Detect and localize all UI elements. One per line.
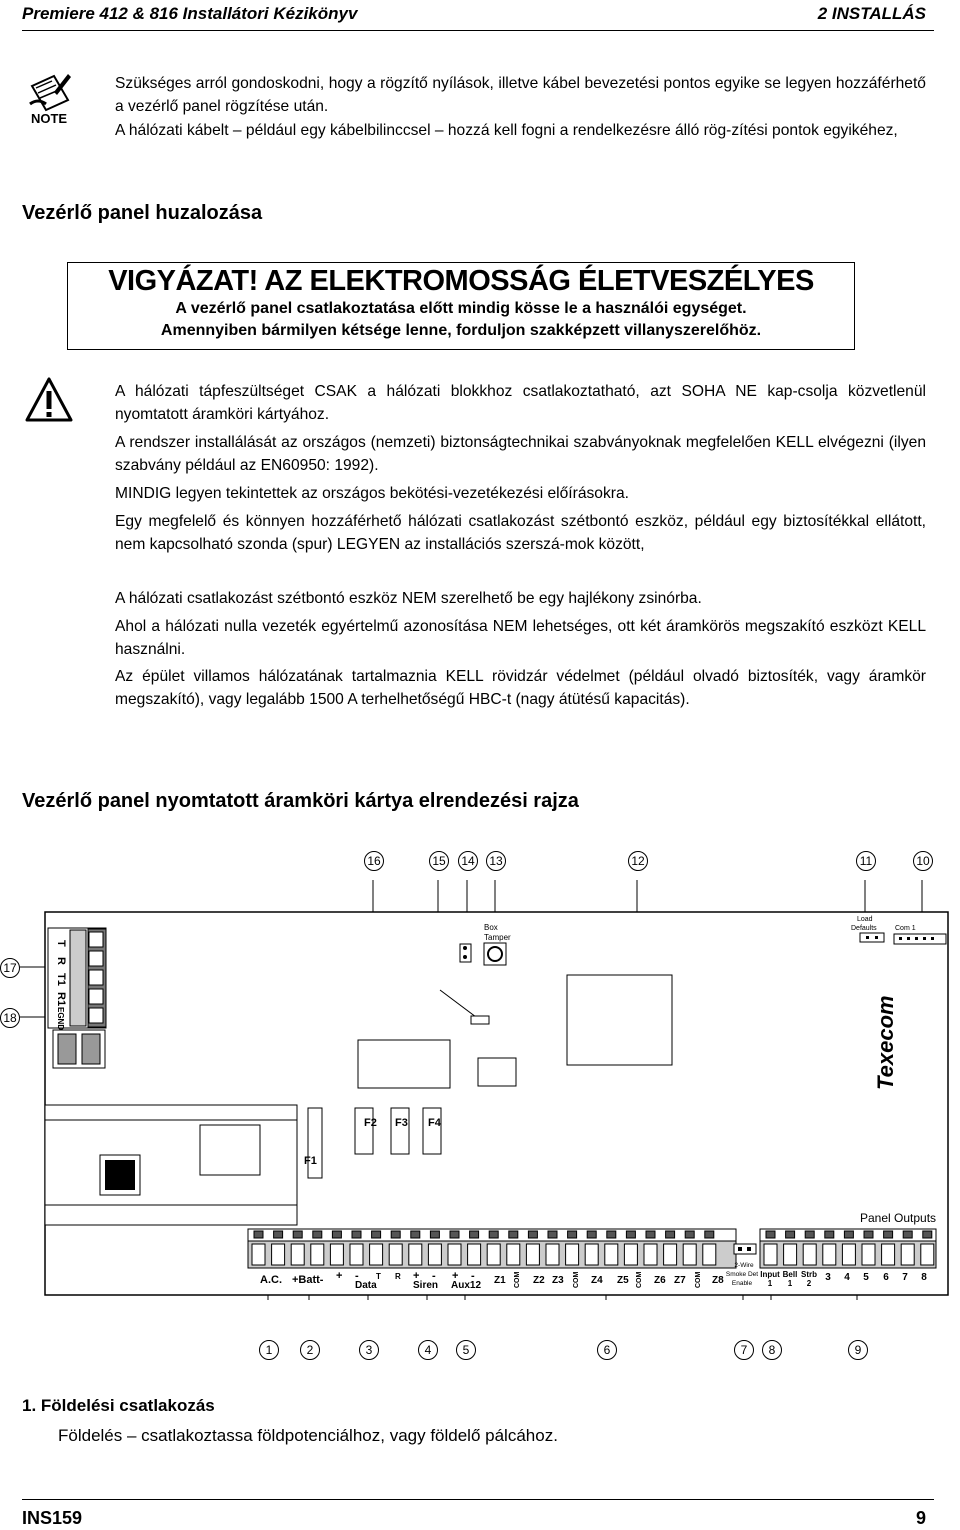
caution-paragraph-1: A hálózati tápfeszültséget CSAK a hálózati blokkhoz csatlakoztatható, azt SOHA NE kap-csolja közvetlenül nyomtatott áramköri kártyához. (115, 383, 926, 423)
terminal-screw-head (528, 1231, 537, 1238)
callout-14: 14 (458, 851, 478, 871)
terminal-screw-head (607, 1231, 616, 1238)
label-data-minus: - (355, 1270, 359, 1282)
terminal-screw (330, 1244, 343, 1265)
label-out-6: 6 (883, 1272, 889, 1283)
terminal-screw-head (864, 1231, 873, 1238)
label-z1: Z1 (494, 1275, 506, 1286)
terminal-label-r1: R1 (55, 992, 67, 1007)
label-z4: Z4 (591, 1275, 603, 1286)
fuse-f2-label: F2 (364, 1117, 377, 1129)
callout-18: 18 (0, 1008, 20, 1028)
terminal-screw (252, 1244, 265, 1265)
danger-warning-box (67, 262, 855, 350)
label-strb: Strb (801, 1270, 817, 1279)
terminal-screw-head (450, 1231, 459, 1238)
terminal-screw (882, 1244, 895, 1265)
label-ac: A.C. (260, 1274, 282, 1286)
caution-paragraph-4: Egy megfelelő és könnyen hozzáférhető hálózati csatlakozást szétbontó eszköz, például egy biztosítékkal ellátott, nem kapcsolható szonda (spur) LEGYEN az installációs szerszá-mok között, (115, 513, 926, 553)
caution-paragraph-6: Ahol a hálózati nulla vezeték egyértelmű azonosítása NEM lehetséges, ott két áramkörös megszakító eszközt KELL használni. (115, 618, 926, 658)
fuse-f1-label: F1 (304, 1155, 317, 1167)
page-footer-rule (22, 1499, 934, 1500)
page-header (22, 0, 934, 31)
caution-paragraph-5: A hálózati csatlakozást szétbontó eszköz NEM szerelhető be egy hajlékony zsinórba. (115, 590, 702, 607)
terminal-screw-head (923, 1231, 932, 1238)
label-input: Input (760, 1270, 780, 1279)
terminal-screw-head (626, 1231, 635, 1238)
terminal-screw-head (391, 1231, 400, 1238)
callout-8: 8 (762, 1340, 782, 1360)
terminal-screw-head (430, 1231, 439, 1238)
terminal-screw-head (411, 1231, 420, 1238)
callout-2: 2 (300, 1340, 320, 1360)
callout-3: 3 (359, 1340, 379, 1360)
label-strb-2: 2 (806, 1279, 812, 1288)
note-icon (24, 70, 74, 126)
terminal-screw (784, 1244, 797, 1265)
two-wire-label-2: Smoke Det (725, 1271, 759, 1278)
terminal-screw-head (489, 1231, 498, 1238)
label-batt: +Batt- (292, 1274, 324, 1286)
terminal-screw (585, 1244, 598, 1265)
two-wire-label-1: 2-Wire (734, 1262, 754, 1269)
terminal-screw-head (313, 1231, 322, 1238)
terminal-screw (823, 1244, 836, 1265)
callout-6: 6 (597, 1340, 617, 1360)
label-aux-minus: - (471, 1270, 475, 1282)
callout-4: 4 (418, 1340, 438, 1360)
label-z7: Z7 (674, 1275, 686, 1286)
terminal-screw (862, 1244, 875, 1265)
terminal-screw-head (646, 1231, 655, 1238)
terminal-screw-head (766, 1231, 775, 1238)
note-icon-label: NOTE (30, 111, 68, 126)
terminal-screw-head (332, 1231, 341, 1238)
terminal-screw (921, 1244, 934, 1265)
terminal-screw (664, 1244, 677, 1265)
terminal-screw-head (254, 1231, 263, 1238)
terminal-screw (272, 1244, 285, 1265)
terminal-screw (409, 1244, 422, 1265)
label-z5: Z5 (617, 1275, 629, 1286)
callout-15: 15 (429, 851, 449, 871)
terminal-screw (803, 1244, 816, 1265)
section-heading-wiring: Vezérlő panel huzalozása (22, 202, 263, 224)
terminal-screw-head (274, 1231, 283, 1238)
section-label: 2 INSTALLÁS (817, 4, 926, 23)
load-defaults-label-2: Defaults (851, 925, 877, 932)
label-com-1: COM (514, 1271, 521, 1288)
note-paragraph-2: A hálózati kábelt – például egy kábelbilinccsel – hozzá kell fogni a rendelkezésre álló rög-zítési pontok egyikéhez, (115, 122, 898, 139)
callout-13: 13 (486, 851, 506, 871)
label-r: R (395, 1272, 401, 1281)
item1-text: Földelés – csatlakoztassa földpotenciálhoz, vagy földelő pálcához. (58, 1426, 558, 1445)
label-bell: Bell (782, 1270, 798, 1279)
terminal-screw (605, 1244, 618, 1265)
terminal-screw-head (825, 1231, 834, 1238)
label-aux-plus: + (452, 1270, 459, 1282)
terminal-screw (487, 1244, 500, 1265)
doc-code: INS159 (22, 1508, 83, 1528)
callout-7: 7 (734, 1340, 754, 1360)
terminal-label-t: T (55, 940, 67, 947)
warning-line-2: Amennyiben bármilyen kétsége lenne, forduljon szakképzett villanyszerelőhöz. (160, 322, 762, 339)
terminal-screw (428, 1244, 441, 1265)
label-t: T (376, 1272, 381, 1281)
terminal-screw-head (509, 1231, 518, 1238)
terminal-screw (526, 1244, 539, 1265)
terminal-screw-head (685, 1231, 694, 1238)
label-z3: Z3 (552, 1275, 564, 1286)
terminal-screw-head (903, 1231, 912, 1238)
terminal-screw-head (705, 1231, 714, 1238)
terminal-screw-head (372, 1231, 381, 1238)
note-paragraph-1: Szükséges arról gondoskodni, hogy a rögzítő nyílások, illetve kábel bevezetési pontos egyike se legyen hozzáférhető a vezérlő panel rögzítése után. (115, 75, 926, 115)
fuse-f3-label: F3 (395, 1117, 408, 1129)
terminal-screw (468, 1244, 481, 1265)
panel-outputs-label: Panel Outputs (860, 1211, 937, 1225)
terminal-screw (624, 1244, 637, 1265)
label-z8: Z8 (712, 1275, 724, 1286)
terminal-screw (644, 1244, 657, 1265)
com1-label: Com 1 (895, 925, 916, 932)
label-com-3: COM (636, 1271, 643, 1288)
terminal-screw (703, 1244, 716, 1265)
terminal-screw (566, 1244, 579, 1265)
callout-1: 1 (259, 1340, 279, 1360)
label-z6: Z6 (654, 1275, 666, 1286)
fuse-f4-label: F4 (428, 1117, 441, 1129)
terminal-screw (350, 1244, 363, 1265)
label-siren-minus: - (432, 1270, 436, 1282)
manual-title: Premiere 412 & 816 Installátori Kézikönyv (22, 4, 358, 23)
pcb-layout-diagram (0, 880, 960, 1300)
label-input-1: 1 (767, 1279, 773, 1288)
texecom-logo: Texecom (873, 995, 898, 1090)
section-heading-pcb-layout: Vezérlő panel nyomtatott áramköri kártya elrendezési rajza (22, 790, 579, 812)
two-wire-label-3: Enable (731, 1280, 753, 1287)
terminal-screw-head (352, 1231, 361, 1238)
callout-9: 9 (848, 1340, 868, 1360)
label-aux12: Aux12 (451, 1280, 482, 1291)
terminal-screw (389, 1244, 402, 1265)
label-siren-plus: + (413, 1270, 420, 1282)
terminal-screw (842, 1244, 855, 1265)
box-tamper-label-1: Box (484, 923, 498, 932)
label-out-7: 7 (902, 1272, 908, 1283)
terminal-screw (546, 1244, 559, 1265)
load-defaults-label-1: Load (857, 916, 873, 923)
caution-paragraph-3: MINDIG legyen tekintettek az országos bekötési-vezetékezési előírásokra. (115, 485, 629, 502)
terminal-screw-head (293, 1231, 302, 1238)
warning-line-1: A vezérlő panel csatlakoztatása előtt mindig kösse le a használói egységet. (175, 300, 747, 317)
terminal-screw-head (786, 1231, 795, 1238)
label-com-4: COM (695, 1271, 702, 1288)
label-data-plus: + (336, 1270, 343, 1282)
callout-17: 17 (0, 958, 20, 978)
label-bell-1: 1 (787, 1279, 793, 1288)
terminal-screw (507, 1244, 520, 1265)
terminal-screw-head (805, 1231, 814, 1238)
terminal-screw-head (568, 1231, 577, 1238)
label-siren: Siren (413, 1280, 439, 1291)
terminal-screw-head (548, 1231, 557, 1238)
caution-triangle-icon (24, 376, 74, 424)
box-tamper-label-2: Tamper (484, 933, 511, 942)
callout-11: 11 (856, 851, 876, 871)
label-z2: Z2 (533, 1275, 545, 1286)
label-out-8: 8 (921, 1272, 927, 1283)
terminal-screw (370, 1244, 383, 1265)
terminal-screw-head (666, 1231, 675, 1238)
terminal-label-egnd: EGND (56, 1007, 65, 1031)
terminal-screw (764, 1244, 777, 1265)
callout-10: 10 (913, 851, 933, 871)
terminal-screw-head (470, 1231, 479, 1238)
caution-paragraph-2: A rendszer installálását az országos (nemzeti) biztonságtechnikai szabványoknak megfelelően KELL elvégezni (ilyen szabvány például az EN60950: 1992). (115, 434, 926, 474)
callout-16: 16 (364, 851, 384, 871)
terminal-label-r: R (55, 957, 67, 965)
terminal-screw (448, 1244, 461, 1265)
terminal-screw (311, 1244, 324, 1265)
callout-12: 12 (628, 851, 648, 871)
label-out-3: 3 (825, 1272, 831, 1283)
label-data: Data (355, 1280, 377, 1291)
label-com-2: COM (573, 1271, 580, 1288)
label-out-5: 5 (863, 1272, 869, 1283)
terminal-screw-head (587, 1231, 596, 1238)
terminal-screw (901, 1244, 914, 1265)
terminal-screw (683, 1244, 696, 1265)
terminal-screw-head (844, 1231, 853, 1238)
item1-title: 1. Földelési csatlakozás (22, 1396, 215, 1415)
warning-title: VIGYÁZAT! AZ ELEKTROMOSSÁG ÉLETVESZÉLYES (108, 265, 814, 297)
terminal-screw (291, 1244, 304, 1265)
terminal-label-t1: T1 (55, 973, 67, 986)
page-number: 9 (915, 1508, 926, 1528)
label-out-4: 4 (844, 1272, 850, 1283)
terminal-screw-head (884, 1231, 893, 1238)
caution-paragraph-7: Az épület villamos hálózatának tartalmaznia KELL rövidzár védelmet (például olvadó biztosíték, vagy áramkör megszakító), vagy legalább 1500 A terhelhetőségű HBC-t (nagy átütésű kapacitás). (115, 668, 926, 708)
callout-5: 5 (456, 1340, 476, 1360)
